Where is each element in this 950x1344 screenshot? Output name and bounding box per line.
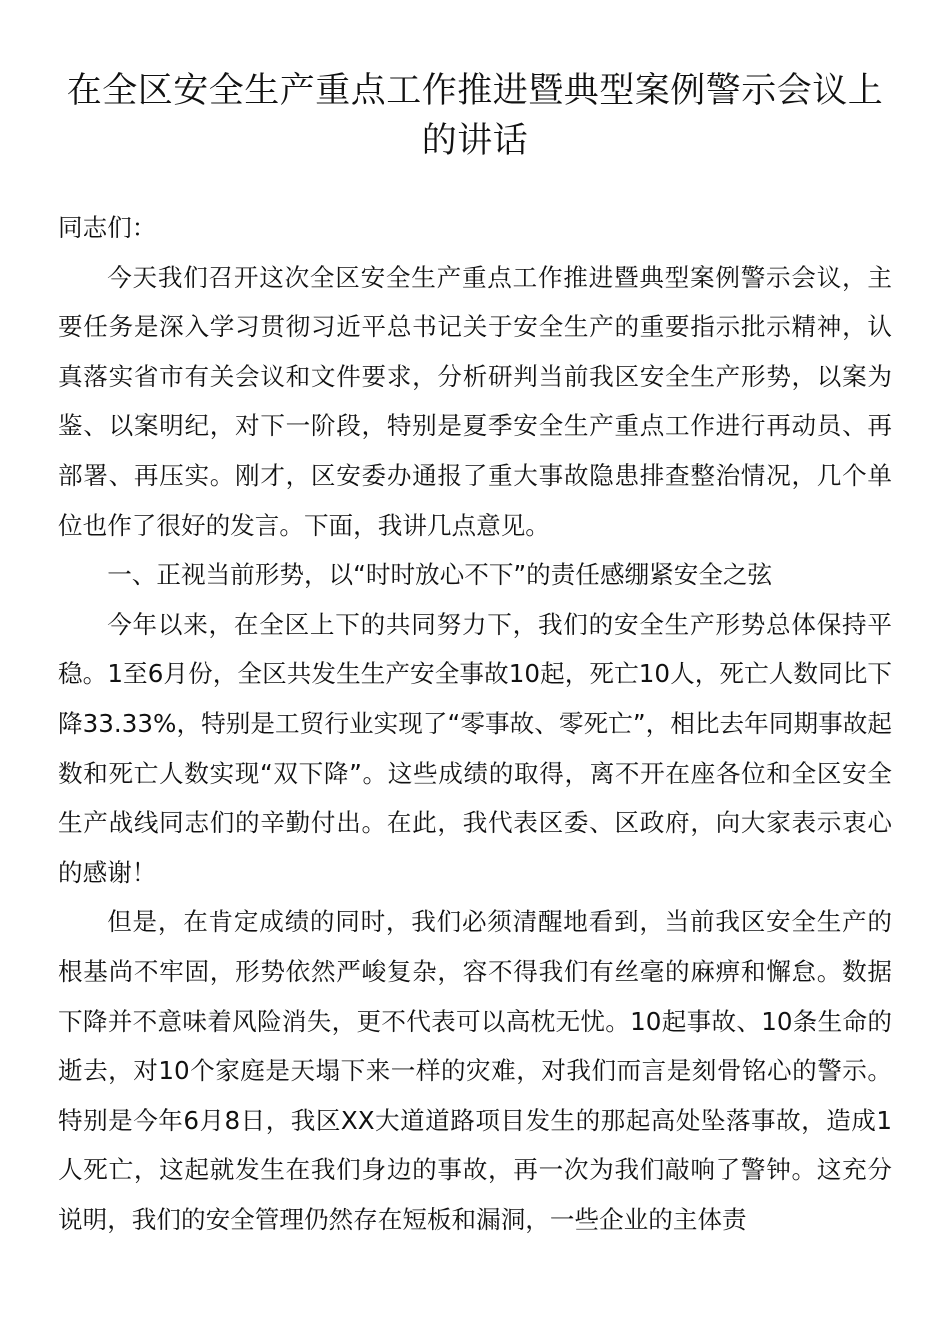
section-heading: 一、正视当前形势，以“时时放心不下”的责任感绷紧安全之弦	[107, 560, 773, 590]
salutation: 同志们：	[58, 213, 157, 242]
document-title: 在全区安全生产重点工作推进暨典型案例警示会议上的讲话	[66, 71, 884, 161]
document-body	[58, 203, 892, 1244]
intro-paragraph: 今天我们召开这次全区安全生产重点工作推进暨典型案例警示会议，主要任务是深入学习贯彻习近平总书记关于安全生产的重要指示批示精神，认真落实省市有关会议和文件要求，分析研判当前我区安全生产形势，以案为鉴、以案明纪，对下一阶段，特别是夏季安全生产重点工作进行再动员、再部署、再压实。刚才，区安委办通报了重大事故隐患排查整治情况，几个单位也作了很好的发言。下面，我讲几点意见。	[58, 262, 892, 540]
section-paragraph: 但是，在肯定成绩的同时，我们必须清醒地看到，当前我区安全生产的根基尚不牢固，形势依然严峻复杂，容不得我们有丝毫的麻痹和懈怠。数据下降并不意味着风险消失，更不代表可以高枕无忧。10起事故、10条生命的逝去，对10个家庭是天塌下来一样的灾难，对我们而言是刻骨铭心的警示。特别是今年6月8日，我区XX大道道路项目发生的那起高处坠落事故，造成1人死亡，这起就发生在我们身边的事故，再一次为我们敲响了警钟。这充分说明，我们的安全管理仍然存在短板和漏洞，一些企业的主体责	[58, 907, 892, 1234]
section-paragraph: 今年以来，在全区上下的共同努力下，我们的安全生产形势总体保持平稳。1至6月份，全区共发生生产安全事故10起，死亡10人，死亡人数同比下降33.33%，特别是工贸行业实现了“零事故、零死亡”，相比去年同期事故起数和死亡人数实现“双下降”。这些成绩的取得，离不开在座各位和全区安全生产战线同志们的辛勤付出。在此，我代表区委、区政府，向大家表示衷心的感谢！	[58, 609, 892, 887]
